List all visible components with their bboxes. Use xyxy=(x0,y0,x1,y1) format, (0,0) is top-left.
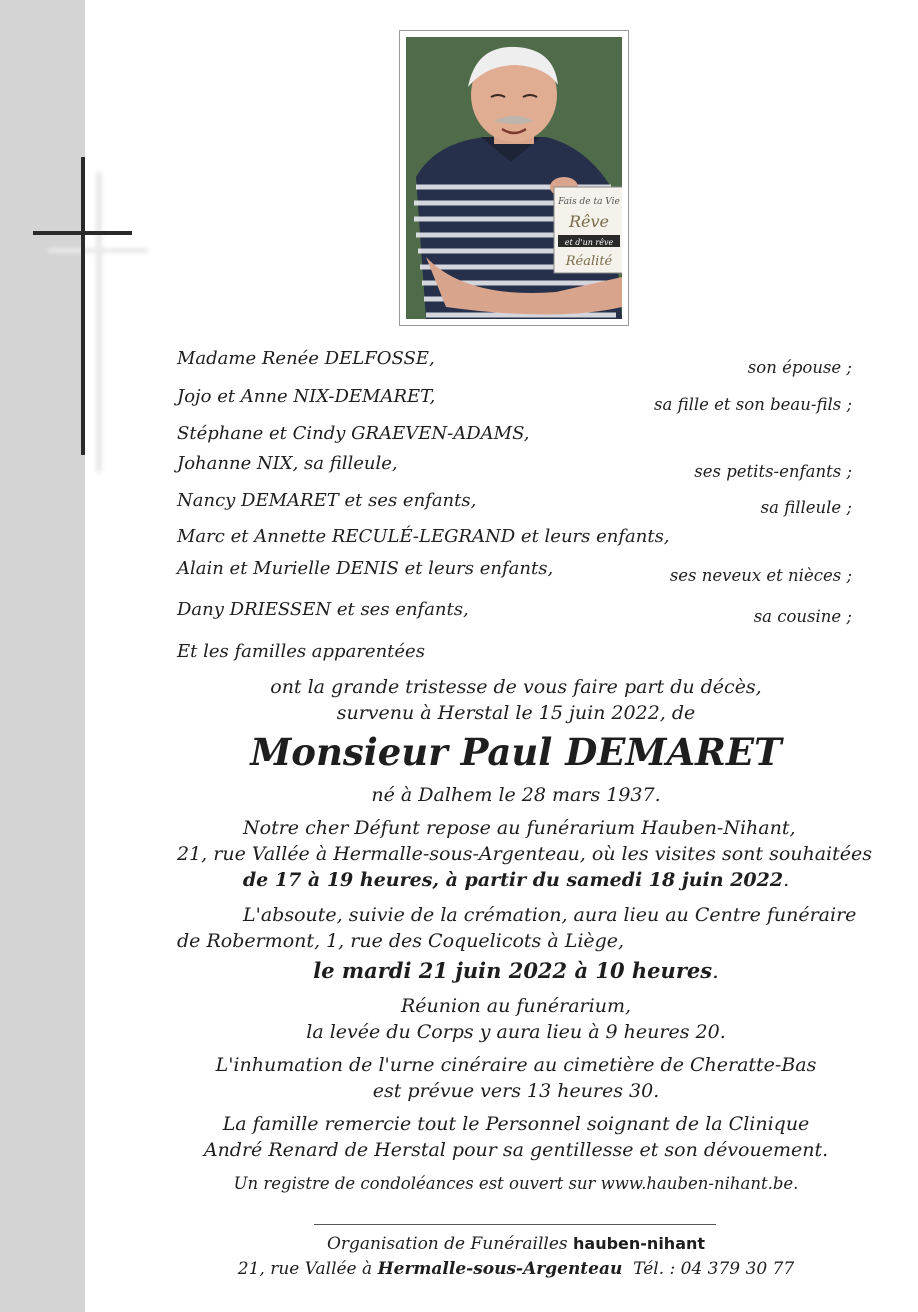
footer-divider xyxy=(314,1224,716,1225)
inhumation-line-2: est prévue vers 13 heures 30. xyxy=(372,1080,660,1102)
sign-line-4: Réalité xyxy=(565,254,613,269)
footer-address-line xyxy=(170,1261,862,1278)
cross-icon-horizontal xyxy=(33,231,132,235)
portrait-frame xyxy=(399,30,629,326)
left-sidebar-band xyxy=(0,0,85,1312)
footer-org-label: Organisation de Funérailles xyxy=(326,1234,568,1254)
portrait-illustration xyxy=(406,37,622,319)
sign-line-1: Fais de ta Vie xyxy=(558,197,620,207)
footer-org-line xyxy=(170,1236,862,1253)
family-line-4: Johanne NIX, sa filleule, xyxy=(177,453,398,474)
birth-line: né à Dalhem le 28 mars 1937. xyxy=(371,784,661,806)
family-line-3: Stéphane et Cindy GRAEVEN-ADAMS, xyxy=(177,423,530,444)
thanks-line-2: André Renard de Herstal pour sa gentillesse et son dévouement. xyxy=(203,1139,829,1161)
visiting-hours: de 17 à 19 heures, à partir du samedi 18 juin 2022 xyxy=(242,869,784,891)
sign-line-3: et d'un rêve xyxy=(564,238,614,247)
relation-4: sa filleule ; xyxy=(760,498,852,517)
relation-3: ses petits-enfants ; xyxy=(694,462,852,481)
sign-line-2: Rêve xyxy=(568,212,610,231)
funerarium-line-1: Notre cher Défunt repose au funérarium Hauben-Nihant, xyxy=(243,817,796,839)
ceremony-date-line xyxy=(170,960,862,982)
family-line-6: Marc et Annette RECULÉ-LEGRAND et leurs enfants, xyxy=(177,526,670,547)
thanks-line-1: La famille remercie tout le Personnel soignant de la Clinique xyxy=(222,1113,810,1135)
relation-2: sa fille et son beau-fils ; xyxy=(654,395,852,414)
meeting-line-1: Réunion au funérarium, xyxy=(400,995,632,1017)
family-line-5: Nancy DEMARET et ses enfants, xyxy=(177,490,477,511)
brand-logo-text: hauben-nihant xyxy=(573,1234,706,1253)
announcement-line-2: survenu à Herstal le 15 juin 2022, de xyxy=(336,702,696,724)
inhumation-line-1: L'inhumation de l'urne cinéraire au cimetière de Cheratte-Bas xyxy=(215,1054,817,1076)
cross-shadow-horizontal xyxy=(48,248,148,253)
cross-shadow-vertical xyxy=(96,172,102,472)
family-line-8: Dany DRIESSEN et ses enfants, xyxy=(177,599,469,620)
register-line: Un registre de condoléances est ouvert sur www.hauben-nihant.be. xyxy=(233,1174,799,1193)
ceremony-date: le mardi 21 juin 2022 à 10 heures xyxy=(313,958,713,983)
announcement-line-1: ont la grande tristesse de vous faire part du décès, xyxy=(270,676,762,698)
family-line-2: Jojo et Anne NIX-DEMARET, xyxy=(177,386,436,407)
deceased-name: Monsieur Paul DEMARET xyxy=(250,730,782,774)
relation-6: sa cousine ; xyxy=(753,607,852,626)
funerarium-line-2: 21, rue Vallée à Hermalle-sous-Argenteau, où les visites sont souhaitées xyxy=(177,843,873,865)
funerarium-hours-line xyxy=(170,871,862,890)
family-line-7: Alain et Murielle DENIS et leurs enfants, xyxy=(177,558,554,579)
footer-phone: Tél. : 04 379 30 77 xyxy=(633,1259,795,1279)
family-line-9: Et les familles apparentées xyxy=(177,641,425,662)
portrait-photo xyxy=(406,37,622,319)
ceremony-line-2: de Robermont, 1, rue des Coquelicots à Liège, xyxy=(177,930,625,952)
meeting-line-2: la levée du Corps y aura lieu à 9 heures 20. xyxy=(306,1021,726,1043)
visiting-hours-period: . xyxy=(783,869,790,891)
relation-1: son épouse ; xyxy=(747,358,852,377)
family-line-1: Madame Renée DELFOSSE, xyxy=(177,348,435,369)
cross-icon-vertical xyxy=(81,157,85,455)
ceremony-line-1: L'absoute, suivie de la crémation, aura lieu au Centre funéraire xyxy=(243,904,857,926)
footer-address-prefix: 21, rue Vallée à xyxy=(237,1259,373,1279)
footer-town: Hermalle-sous-Argenteau xyxy=(377,1259,623,1279)
relation-5: ses neveux et nièces ; xyxy=(669,566,852,585)
ceremony-date-period: . xyxy=(712,959,719,983)
